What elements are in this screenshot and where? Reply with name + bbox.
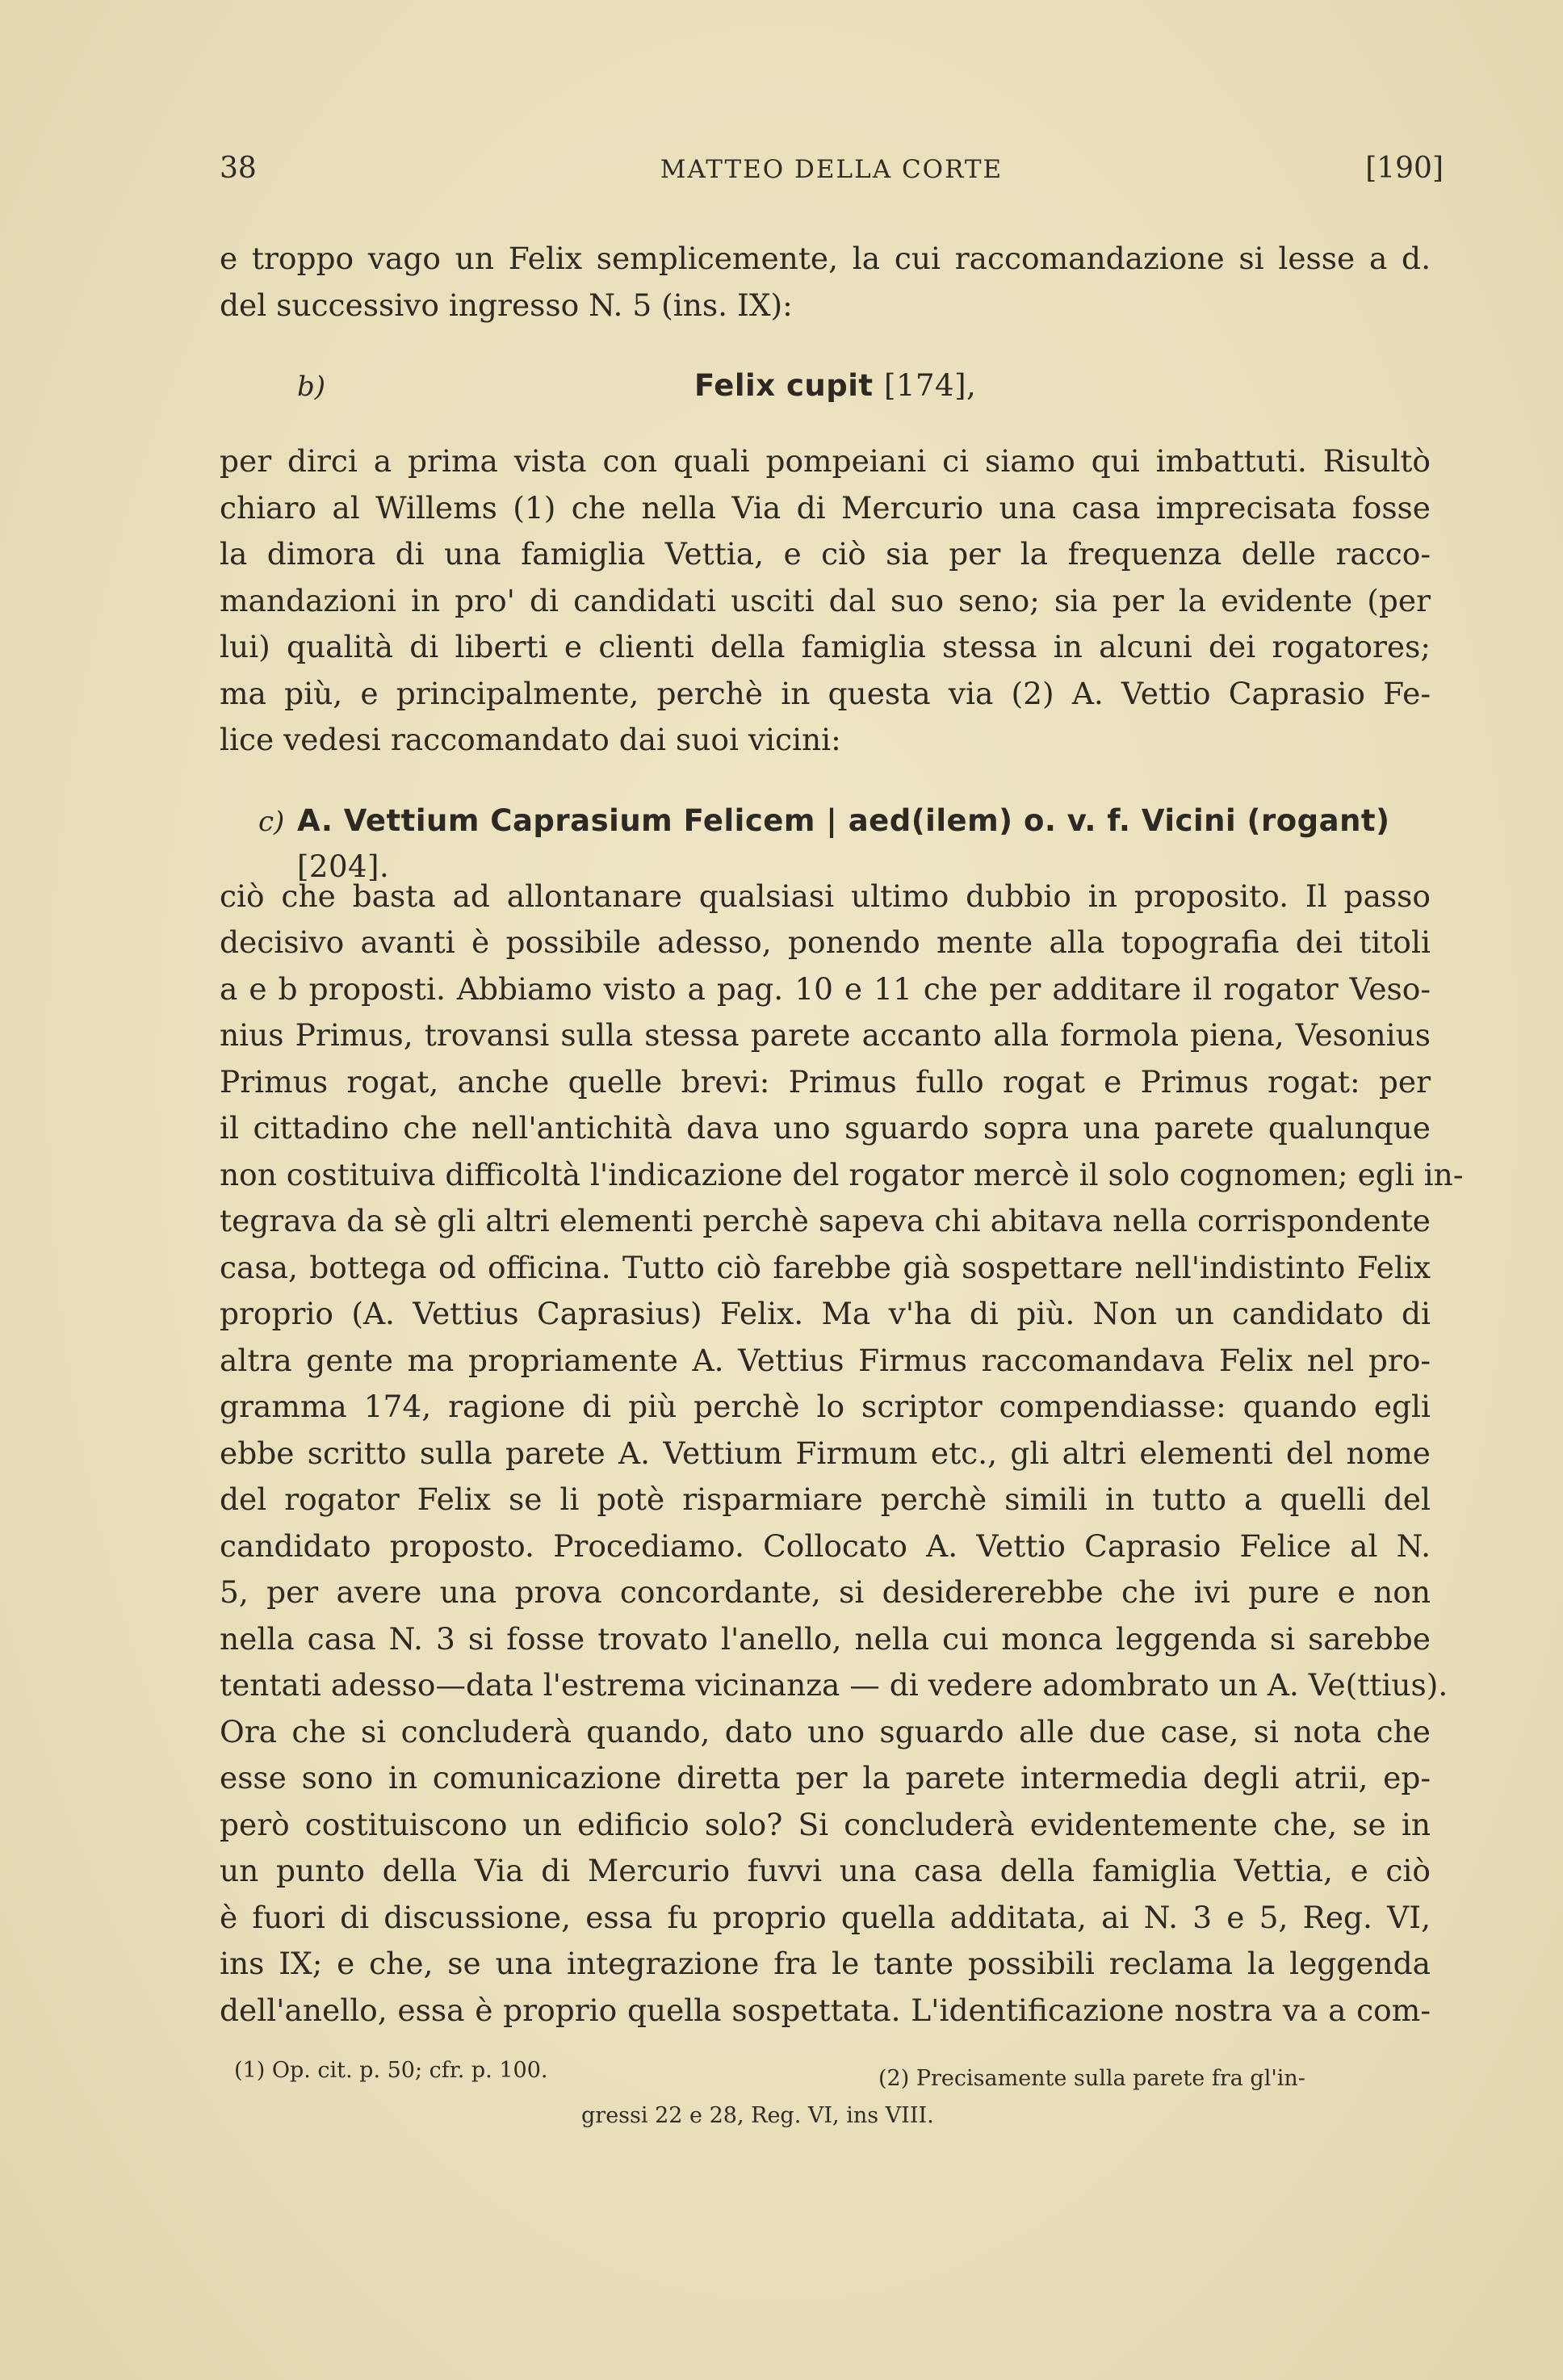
inscription-label: b)	[297, 371, 326, 403]
page-number: 38	[220, 152, 257, 185]
text-line: dell'anello, essa è proprio quella sospettata. L'identificazione nostra va a com-	[220, 1992, 1431, 2028]
text-line: 5, per avere una prova concordante, si desidererebbe che ivi pure e non	[220, 1574, 1431, 1610]
text-line: il cittadino che nell'antichità dava uno sguardo sopra una parete qualunque	[220, 1110, 1431, 1146]
text-line: ins IX; e che, se una integrazione fra le tante possibili reclama la leggenda	[220, 1946, 1431, 1981]
inscription-ref: [204].	[297, 849, 390, 884]
text-line: è fuori di discussione, essa fu proprio quella additata, ai N. 3 e 5, Reg. VI,	[220, 1899, 1431, 1935]
paragraph-3	[220, 874, 1464, 2034]
text-line: lice vedesi raccomandato dai suoi vicini:	[220, 722, 841, 757]
text-line: chiaro al Willems (1) che nella Via di Mercurio una casa imprecisata fosse	[220, 489, 1431, 526]
text-line: decisivo avanti è possibile adesso, ponendo mente alla topografia dei titoli	[220, 924, 1431, 960]
text-line: un punto della Via di Mercurio fuvvi una casa della famiglia Vettia, e ciò	[220, 1853, 1431, 1888]
inscription-text	[694, 362, 976, 409]
text-line: lui) qualità di liberti e clienti della famiglia stessa in alcuni dei rogatores;	[220, 629, 1431, 664]
text-line: esse sono in comunicazione diretta per la parete intermedia degli atrii, ep-	[220, 1760, 1431, 1795]
text-line: ebbe scritto sulla parete A. Vettium Firmum etc., gli altri elementi del nome	[220, 1435, 1431, 1471]
text-line: del successivo ingresso N. 5 (ins. IX):	[220, 287, 793, 323]
text-line: e troppo vago un Felix semplicemente, la cui raccomandazione si lesse a d.	[220, 241, 1431, 276]
text-line: gramma 174, ragione di più perchè lo scriptor compendiasse: quando egli	[220, 1389, 1431, 1424]
text-line: ciò che basta ad allontanare qualsiasi ultimo dubbio in proposito. Il passo	[220, 878, 1431, 914]
paragraph-1	[220, 236, 1431, 329]
inscription-ref: [174],	[884, 368, 977, 403]
text-line: nius Primus, trovansi sulla stessa parete accanto alla formola piena, Vesonius	[220, 1017, 1431, 1053]
text-line: candidato proposto. Procediamo. Collocato A. Vettio Caprasio Felice al N.	[220, 1527, 1431, 1564]
running-header	[220, 152, 1444, 192]
text-line: proprio (A. Vettius Caprasius) Felix. Ma v'ha di più. Non un candidato di	[220, 1296, 1431, 1331]
text-line: tegrava da sè gli altri elementi perchè sapeva chi abitava nella corrispondente	[220, 1203, 1431, 1238]
text-line: Primus rogat, anche quelle brevi: Primus fullo rogat e Primus rogat: per	[220, 1063, 1431, 1100]
text-line: nella casa N. 3 si fosse trovato l'anello, nella cui monca leggenda si sarebbe	[220, 1620, 1431, 1657]
body-text	[220, 236, 1464, 2034]
inscription-text	[297, 798, 1431, 890]
inscription-label: c)	[258, 805, 285, 838]
inscription-words: Felix cupit	[694, 368, 874, 403]
text-line: per dirci a prima vista con quali pompeiani ci siamo qui imbattuti. Risultò	[220, 443, 1431, 479]
paragraph-2	[220, 438, 1431, 764]
footnote-2: (2) Precisamente sulla parete fra gl'in-	[878, 2066, 1305, 2091]
footnote-1: (1) Op. cit. p. 50; cfr. p. 100.	[234, 2058, 548, 2083]
text-line: Ora che si concluderà quando, dato uno sguardo alle due case, si nota che	[220, 1713, 1431, 1749]
text-line: mandazioni in pro' di candidati usciti dal suo seno; sia per la evidente (per	[220, 582, 1431, 618]
text-line: altra gente ma propriamente A. Vettius Firmus raccomandava Felix nel pro-	[220, 1342, 1431, 1378]
text-line: la dimora di una famiglia Vettia, e ciò sia per la frequenza delle racco-	[220, 536, 1431, 572]
text-line: ma più, e principalmente, perchè in questa via (2) A. Vettio Caprasio Fe-	[220, 675, 1431, 711]
inscription-b	[220, 356, 1431, 408]
text-line: del rogator Felix se li potè risparmiare perchè simili in tutto a quelli del	[220, 1481, 1431, 1517]
running-title: MATTEO DELLA CORTE	[660, 155, 1004, 184]
inscription-c	[220, 791, 1431, 884]
text-line: tentati adesso—data l'estrema vicinanza — di vedere adombrato un A. Ve(ttius).	[220, 1667, 1448, 1703]
text-line: a e b proposti. Abbiamo visto a pag. 10 e 11 che per additare il rogator Veso-	[220, 970, 1431, 1007]
text-line: non costituiva difficoltà l'indicazione del rogator mercè il solo cognomen; egli in-	[220, 1156, 1464, 1192]
text-line: però costituiscono un edificio solo? Si concluderà evidentemente che, se in	[220, 1806, 1431, 1842]
text-line: casa, bottega od officina. Tutto ciò farebbe già sospettare nell'indistinto Felix	[220, 1249, 1431, 1285]
inscription-words: A. Vettium Caprasium Felicem | aed(ilem) o. v. f. Vicini (rogant)	[297, 802, 1390, 838]
section-number: [190]	[1365, 152, 1444, 185]
footnote-2-continuation: gressi 22 e 28, Reg. VI, ins VIII.	[581, 2103, 934, 2128]
